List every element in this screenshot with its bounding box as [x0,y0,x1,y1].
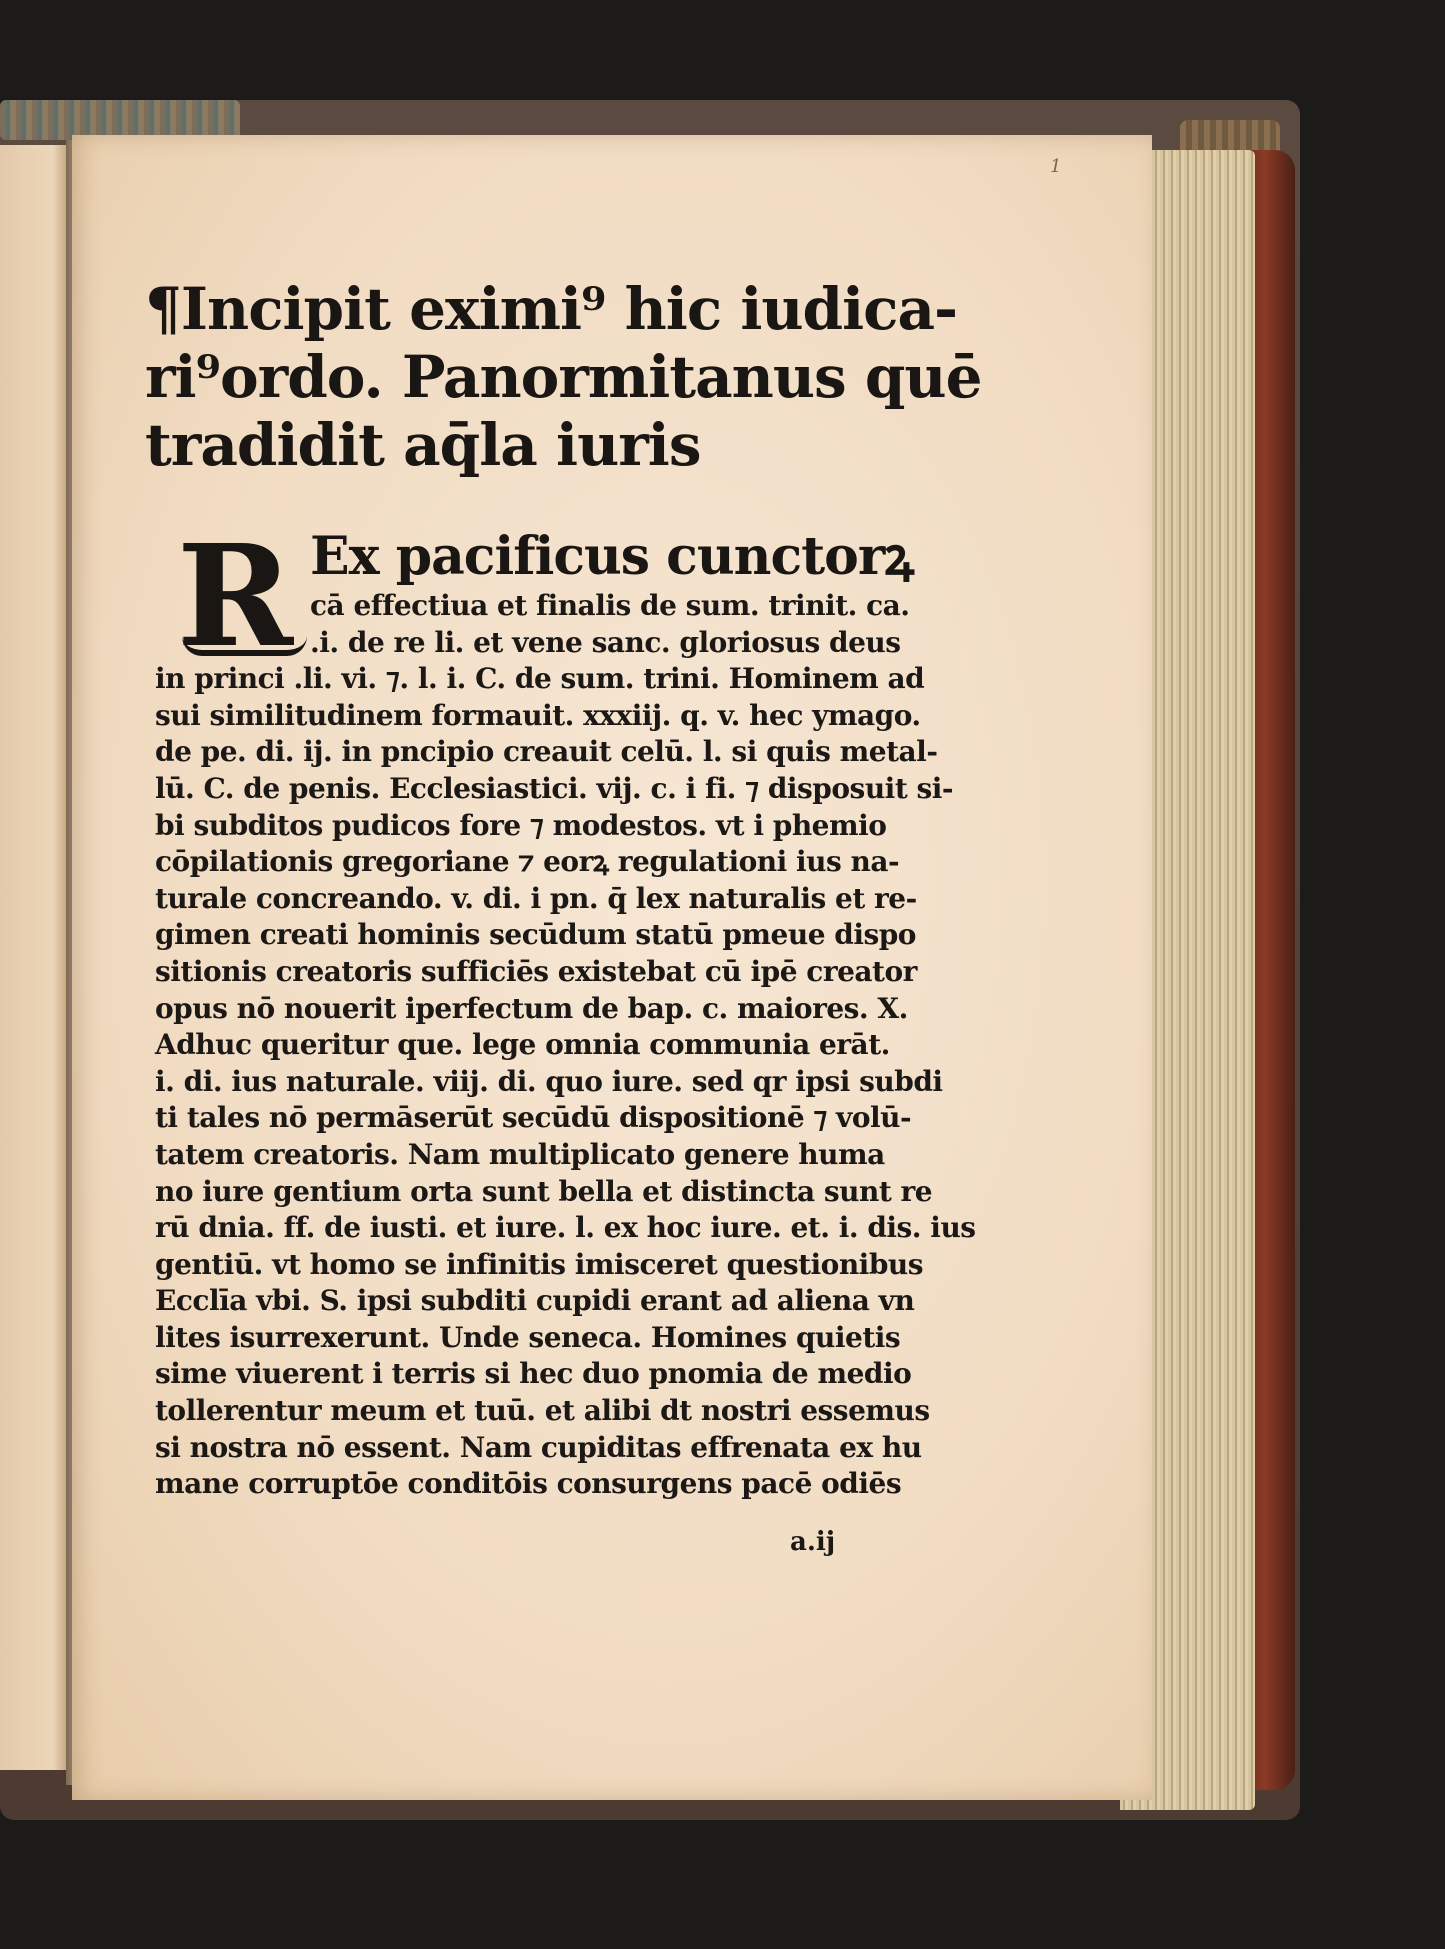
opening-line: Ex pacificus cunctorꝝ [310,526,914,587]
text-line: sui similitudinem formauit. xxxiij. q. v. hec ymago. [155,698,921,732]
text-line: bi subditos pudicos fore ⁊ modestos. vt i phemio [155,808,887,842]
decorated-initial: R [176,515,294,679]
text-line: sitionis creatoris sufficiēs existebat cū ipē creator [155,954,917,988]
text-line: tollerentur meum et tuū. et alibi dt nostri essemus [155,1394,930,1428]
text-line: lū. C. de penis. Ecclesiastici. vij. c. i fi. ⁊ disposuit si- [155,771,954,805]
text-line: in princi .li. vi. ⁊. l. i. C. de sum. trini. Hominem ad [155,662,925,696]
text-line: mane corruptōe conditōis consurgens pacē odiēs [155,1467,902,1501]
text-line: .i. de re li. et vene sanc. gloriosus deus [310,625,901,659]
body-text [155,588,976,1503]
text-line: gentiū. vt homo se infinitis imisceret questionibus [155,1247,924,1281]
signature-mark: a.ij [790,1527,836,1557]
text-line: opus nō nouerit iperfectum de bap. c. maiores. X. [155,991,908,1025]
text-line: no iure gentium orta sunt bella et distincta sunt re [155,1174,933,1208]
text-line: ti tales nō permāserūt secūdū dispositionē ⁊ volū- [155,1101,912,1135]
text-line: cā effectiua et finalis de sum. trinit. ca. [310,589,910,622]
text-line: Adhuc queritur que. lege omnia communia erāt. [155,1028,890,1062]
incipit-title [145,275,982,479]
text-line: rū dnia. ff. de iusti. et iure. l. ex hoc iure. et. i. dis. ius [155,1211,976,1245]
text-line: i. di. ius naturale. viij. di. quo iure. sed qr ipsi subdi [155,1064,943,1098]
text-line: de pe. di. ij. in pncipio creauit celū. l. si quis metal- [155,735,938,769]
title-line: tradidit aq̄la iuris [145,411,701,479]
text-line: Ecclīa vbi. S. ipsi subditi cupidi erant ad aliena vn [155,1284,915,1318]
text-line: turale concreando. v. di. i pn. q̄ lex naturalis et re- [155,881,917,915]
text-line: cōpilationis gregoriane ⁊ eorꝝ regulationi ius na- [155,845,900,879]
title-line: ¶Incipit eximi⁹ hic iudica- [145,275,958,343]
folio-number: 1 [1050,156,1062,177]
title-line: ri⁹ordo. Panormitanus quē [145,343,982,411]
text-line: tatem creatoris. Nam multiplicato genere huma [155,1137,885,1171]
left-page-edge [0,145,68,1770]
text-line: gimen creati hominis secūdum statū pmeue dispo [155,918,916,952]
headband-left [0,100,240,140]
text-line: si nostra nō essent. Nam cupiditas effrenata ex hu [155,1430,922,1464]
text-line: lites isurrexerunt. Unde seneca. Homines quietis [155,1320,901,1354]
text-line: sime viuerent i terris si hec duo pnomia de medio [155,1357,912,1391]
